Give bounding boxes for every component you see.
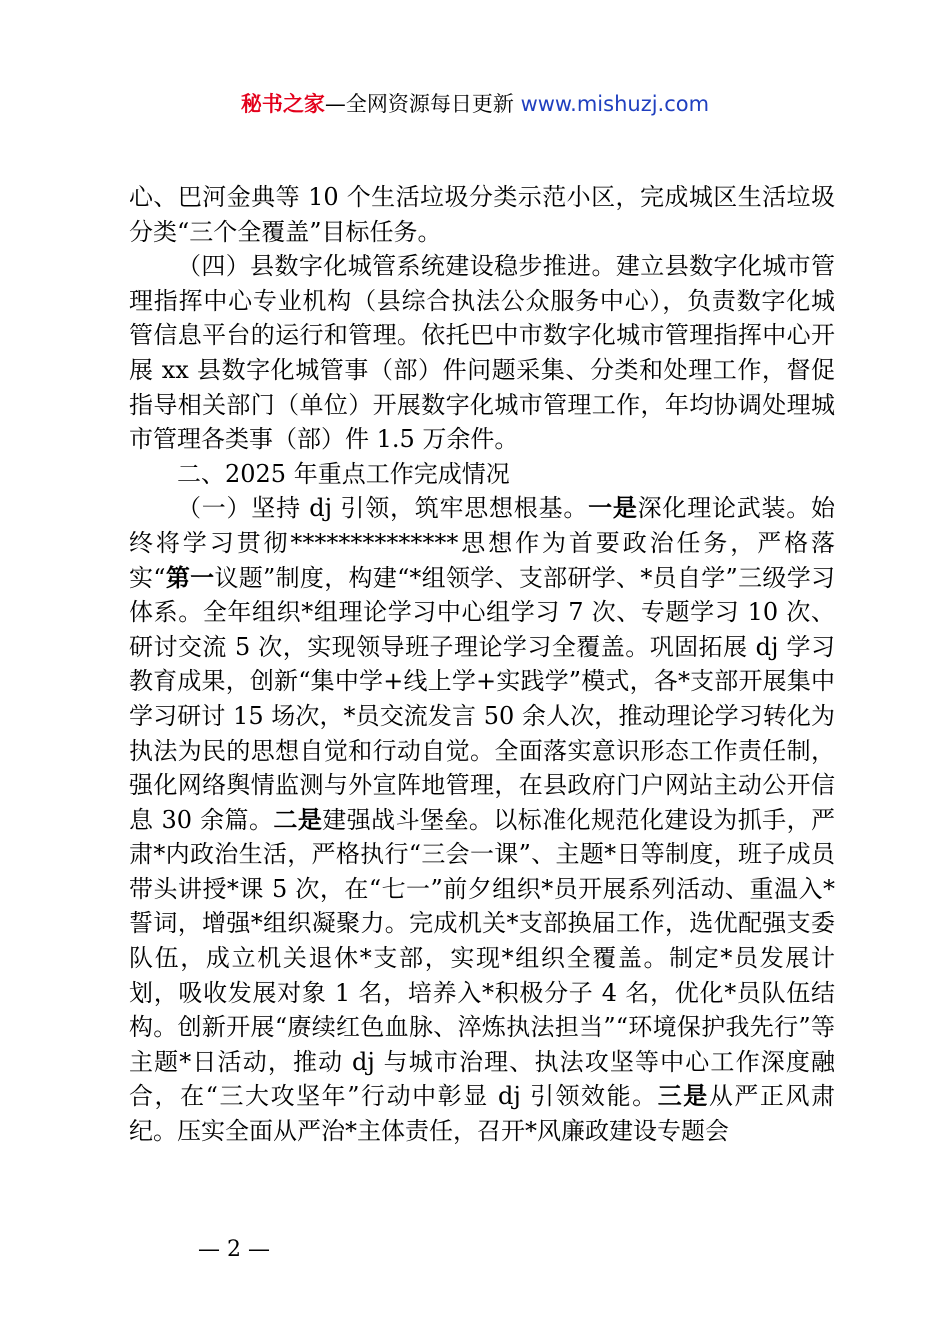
text-run: 二、2025 年重点工作完成情况: [177, 459, 510, 488]
paragraph: [129, 249, 835, 457]
text-run: 心、巴河金典等 10 个生活垃圾分类示范小区，完成城区生活垃圾分类“三个全覆盖”目标任务。: [129, 183, 835, 246]
document-body: [129, 180, 835, 1149]
text-run: （四）县数字化城管系统建设稳步推进。建立县数字化城市管理指挥中心专业机构（县综合执法公众服务中心），负责数字化城管信息平台的运行和管理。依托巴中市数字化城市管理指挥中心开展 xx 县数字化城管事（部）件问题采集、分类和处理工作，督促指导相关部门（单位）开展数字化城市管理工作，年均协调处理城市管理各类事（部）件 1.5 万余件。: [129, 252, 835, 454]
section-heading: [129, 457, 835, 492]
text-run: 议题”制度，构建“*组领学、支部研学、*员自学”三级学习体系。全年组织*组理论学习中心组学习 7 次、专题学习 10 次、研讨交流 5 次，实现领导班子理论学习全覆盖。巩固拓展 dj 学习教育成果，创新“集中学+线上学+实践学”模式，各*支部开展集中学习研讨 15 场次，*员交流发言 50 余人次，推动理论学习转化为执法为民的思想自觉和行动自觉。全面落实意识形态工作责任制，强化网络舆情监测与外宣阵地管理，在县政府门户网站主动公开信息 30 余篇。: [129, 563, 835, 834]
bold-marker: 二是: [273, 804, 323, 834]
site-brand: 秘书之家: [240, 92, 325, 116]
site-url[interactable]: www.mishuzj.com: [520, 92, 710, 116]
page-number: — 2 —: [198, 1237, 270, 1262]
text-run: 从严正风肃纪。压实全面从严治*主体责任，召开*风廉政建设专题会: [129, 1082, 836, 1146]
text-run: （一）坚持 dj 引领，筑牢思想根基。: [177, 494, 589, 523]
paragraph: [129, 180, 835, 249]
text-run: 建强战斗堡垒。以标准化规范化建设为抓手，严肃*内政治生活，严格执行“三会一课”、主题*日等制度，班子成员带头讲授*课 5 次，在“七一”前夕组织*员开展系列活动、重温入*誓词，增强*组织凝聚力。完成机关*支部换届工作，选优配强支委队伍，成立机关退休*支部，实现*组织全覆盖。制定*员发展计划，吸收发展对象 1 名，培养入*积极分子 4 名，优化*员队伍结构。创新开展“赓续红色血脉、淬炼执法担当”“环境保护我先行”等主题*日活动，推动 dj 与城市治理、执法攻坚等中心工作深度融合，在“三大攻坚年”行动中彰显 dj 引领效能。: [129, 805, 836, 1111]
paragraph: [129, 491, 835, 1148]
bold-marker: 第一: [165, 562, 215, 592]
text-run: 深化理论武装。始终将学习贯彻**************思想作为首要政治任务，严格落实“: [129, 494, 836, 592]
bold-marker: 三是: [657, 1081, 709, 1111]
site-tagline: —全网资源每日更新: [324, 92, 521, 116]
site-header: [0, 88, 950, 120]
bold-marker: 一是: [588, 493, 638, 523]
